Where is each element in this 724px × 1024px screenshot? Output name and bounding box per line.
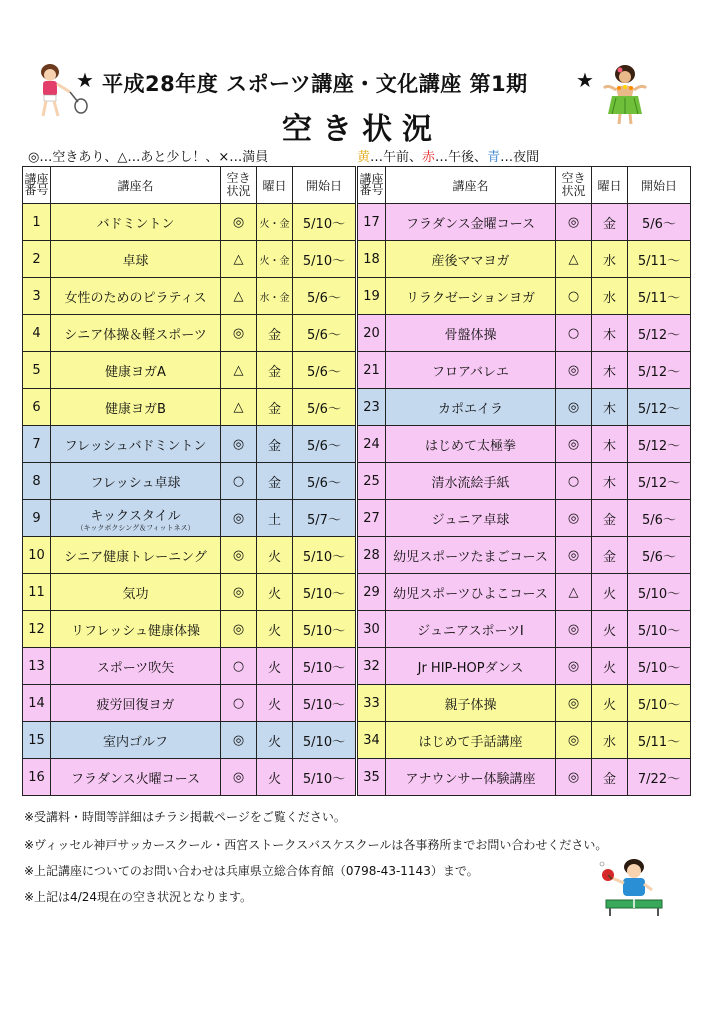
course-name-text: ジュニア卓球 [431, 512, 510, 528]
course-day: 金 [257, 463, 293, 500]
table-row [23, 463, 356, 500]
start-date: 5/12〜 [628, 315, 691, 352]
course-name [386, 241, 556, 278]
course-number: 10 [23, 537, 51, 574]
course-day: 火・金 [257, 204, 293, 241]
availability-status: ◎ [221, 722, 257, 759]
course-name [51, 278, 221, 315]
schedule-table-left [22, 166, 356, 796]
course-name-text: ジュニアスポーツⅠ [417, 623, 524, 639]
course-number: 9 [23, 500, 51, 537]
course-name-text: シニア健康トレーニング [64, 549, 207, 565]
course-day: 金 [592, 759, 628, 796]
course-number: 13 [23, 648, 51, 685]
table-row [23, 426, 356, 463]
course-name [51, 722, 221, 759]
course-day: 水 [592, 241, 628, 278]
course-number: 20 [358, 315, 386, 352]
availability-status: ◎ [221, 611, 257, 648]
start-date: 5/10〜 [293, 241, 356, 278]
start-date: 5/6〜 [293, 426, 356, 463]
course-name-text: 親子体操 [444, 697, 497, 713]
start-date: 7/22〜 [628, 759, 691, 796]
start-date: 5/10〜 [293, 574, 356, 611]
table-header-row [23, 167, 356, 204]
course-number: 12 [23, 611, 51, 648]
course-name [51, 759, 221, 796]
course-name [386, 352, 556, 389]
course-name [386, 426, 556, 463]
header-start: 開始日 [293, 167, 356, 204]
availability-status: ○ [556, 315, 592, 352]
course-name-text: フロアバレエ [432, 364, 509, 380]
availability-status: △ [221, 389, 257, 426]
availability-status: △ [556, 241, 592, 278]
table-row [358, 759, 691, 796]
course-number: 25 [358, 463, 386, 500]
availability-status: ○ [556, 278, 592, 315]
course-name-text: 気功 [122, 586, 149, 602]
title-row [0, 64, 724, 100]
start-date: 5/6〜 [293, 352, 356, 389]
start-date: 5/10〜 [293, 611, 356, 648]
table-row [23, 278, 356, 315]
availability-status: ◎ [556, 500, 592, 537]
availability-status: ◎ [556, 722, 592, 759]
course-day: 木 [592, 426, 628, 463]
course-name [386, 463, 556, 500]
course-name-text: リフレッシュ健康体操 [70, 623, 201, 639]
course-day: 火 [592, 685, 628, 722]
course-name [51, 500, 221, 537]
header-day: 曜日 [257, 167, 293, 204]
course-number: 21 [358, 352, 386, 389]
course-name-text: シニア体操＆軽スポーツ [64, 327, 207, 343]
course-day: 金 [592, 500, 628, 537]
start-date: 5/6〜 [293, 389, 356, 426]
course-day: 水 [592, 278, 628, 315]
header-availability: 空き状況 [221, 167, 257, 204]
start-date: 5/10〜 [293, 648, 356, 685]
course-name [51, 389, 221, 426]
course-name [386, 759, 556, 796]
course-name [386, 722, 556, 759]
course-number: 11 [23, 574, 51, 611]
course-day: 金 [257, 389, 293, 426]
start-date: 5/11〜 [628, 241, 691, 278]
table-row [358, 722, 691, 759]
start-date: 5/6〜 [293, 315, 356, 352]
availability-status: ◎ [556, 426, 592, 463]
table-row [358, 611, 691, 648]
table-row [23, 648, 356, 685]
course-name-text: フラダンス火曜コース [71, 771, 200, 787]
availability-status: ○ [221, 648, 257, 685]
course-number: 5 [23, 352, 51, 389]
note-as-of: ※上記は4/24現在の空き状況となります。 [24, 890, 253, 904]
note-contact: ※上記講座についてのお問い合わせは兵庫県立総合体育館（0798-43-1143）まで。 [24, 864, 479, 878]
start-date: 5/12〜 [628, 426, 691, 463]
start-date: 5/11〜 [628, 722, 691, 759]
table-row [23, 759, 356, 796]
availability-status: ◎ [221, 315, 257, 352]
availability-status: ◎ [221, 537, 257, 574]
course-day: 火 [257, 574, 293, 611]
page-title: 平成28年度 スポーツ講座・文化講座 第1期 [102, 72, 528, 96]
table-row [23, 389, 356, 426]
course-name-text: リラクゼーションヨガ [406, 290, 535, 306]
course-number: 4 [23, 315, 51, 352]
start-date: 5/10〜 [293, 722, 356, 759]
start-date: 5/10〜 [628, 685, 691, 722]
availability-status: △ [221, 241, 257, 278]
course-number: 2 [23, 241, 51, 278]
course-name-text: アナウンサー体験講座 [405, 771, 536, 787]
course-number: 14 [23, 685, 51, 722]
page-subtitle: 空き状況 [282, 112, 442, 147]
table-row [23, 315, 356, 352]
course-name [51, 537, 221, 574]
legend-blue-mark: 青 [487, 150, 501, 165]
header-availability: 空き状況 [556, 167, 592, 204]
course-name-text: 卓球 [122, 253, 149, 269]
course-number: 30 [358, 611, 386, 648]
legend-yellow-mark: 黄 [357, 150, 371, 165]
course-name-text: フレッシュ卓球 [90, 475, 181, 491]
availability-status: ◎ [556, 648, 592, 685]
table-row [358, 685, 691, 722]
course-day: 火 [257, 722, 293, 759]
course-name [386, 204, 556, 241]
course-name [51, 241, 221, 278]
course-name [386, 500, 556, 537]
course-day: 火 [592, 574, 628, 611]
table-row [23, 722, 356, 759]
course-number: 7 [23, 426, 51, 463]
header-name: 講座名 [386, 167, 556, 204]
course-day: 火 [592, 611, 628, 648]
legend-availability: ◎…空きあり、△…あと少し！、×…満員 [28, 150, 269, 165]
course-name-text: 幼児スポーツひよこコース [393, 586, 548, 602]
course-name [386, 611, 556, 648]
legend-yellow-text: …午前、 [370, 150, 423, 165]
course-day: 火 [592, 648, 628, 685]
start-date: 5/10〜 [628, 574, 691, 611]
availability-status: ◎ [221, 204, 257, 241]
course-name-text: 室内ゴルフ [102, 734, 168, 750]
table-row [358, 648, 691, 685]
table-row [23, 685, 356, 722]
start-date: 5/10〜 [293, 759, 356, 796]
course-day: 火 [257, 611, 293, 648]
course-number: 1 [23, 204, 51, 241]
course-subtitle: （キックボクシング＆フィットネス） [76, 523, 195, 532]
availability-status: ○ [221, 685, 257, 722]
course-number: 27 [358, 500, 386, 537]
availability-status: ○ [221, 463, 257, 500]
course-day: 金 [592, 537, 628, 574]
availability-status: ◎ [221, 574, 257, 611]
course-day: 火・金 [257, 241, 293, 278]
course-number: 32 [358, 648, 386, 685]
course-number: 8 [23, 463, 51, 500]
course-name-text: 疲労回復ヨガ [96, 697, 175, 713]
course-day: 木 [592, 315, 628, 352]
course-number: 29 [358, 574, 386, 611]
availability-status: ◎ [221, 426, 257, 463]
start-date: 5/10〜 [293, 537, 356, 574]
availability-status: △ [221, 352, 257, 389]
course-name-text: スポーツ吹矢 [96, 660, 175, 676]
course-day: 土 [257, 500, 293, 537]
course-name-text: はじめて太極拳 [424, 438, 516, 454]
header-number: 講座番号 [358, 167, 386, 204]
course-number: 17 [358, 204, 386, 241]
start-date: 5/12〜 [628, 389, 691, 426]
course-name [51, 426, 221, 463]
table-row [23, 352, 356, 389]
availability-status: △ [221, 278, 257, 315]
course-day: 木 [592, 463, 628, 500]
course-number: 15 [23, 722, 51, 759]
course-name [51, 204, 221, 241]
availability-status: ◎ [221, 759, 257, 796]
course-number: 6 [23, 389, 51, 426]
course-day: 金 [592, 204, 628, 241]
course-name-text: バドミントン [96, 216, 175, 232]
course-day: 火 [257, 648, 293, 685]
start-date: 5/11〜 [628, 278, 691, 315]
course-number: 16 [23, 759, 51, 796]
table-row [358, 537, 691, 574]
course-name [51, 574, 221, 611]
availability-status: ◎ [556, 537, 592, 574]
note-schools: ※ヴィッセル神戸サッカースクール・西宮ストークスバスケスクールは各事務所までお問い合わせください。 [24, 838, 608, 852]
start-date: 5/10〜 [628, 648, 691, 685]
start-date: 5/6〜 [628, 204, 691, 241]
course-name-text: 骨盤体操 [444, 327, 497, 343]
course-name [51, 463, 221, 500]
legend-red-text: …午後、 [435, 150, 488, 165]
course-name [386, 574, 556, 611]
course-name-text: 産後ママヨガ [431, 253, 510, 269]
start-date: 5/6〜 [293, 463, 356, 500]
table-row [23, 500, 356, 537]
start-date: 5/6〜 [628, 500, 691, 537]
course-day: 火 [257, 537, 293, 574]
table-row [23, 574, 356, 611]
course-name-text: 健康ヨガA [105, 364, 166, 380]
course-name [386, 685, 556, 722]
table-row [358, 426, 691, 463]
start-date: 5/7〜 [293, 500, 356, 537]
course-day: 木 [592, 389, 628, 426]
course-name-text: 女性のためのピラティス [64, 290, 207, 306]
header-start: 開始日 [628, 167, 691, 204]
course-name-text: 幼児スポーツたまごコース [393, 549, 548, 565]
course-name-text: はじめて手話講座 [418, 734, 523, 750]
course-name-text: 清水流絵手紙 [431, 475, 510, 491]
start-date: 5/6〜 [293, 278, 356, 315]
course-number: 23 [358, 389, 386, 426]
course-name-text: フラダンス金曜コース [406, 216, 535, 232]
course-name [51, 611, 221, 648]
table-row [23, 611, 356, 648]
course-name-text: 健康ヨガB [105, 401, 166, 417]
table-row [358, 204, 691, 241]
star-icon: ★ [576, 68, 594, 92]
availability-status: ◎ [556, 685, 592, 722]
availability-status: ○ [556, 463, 592, 500]
legend-blue-text: …夜間 [500, 150, 540, 165]
course-day: 水・金 [257, 278, 293, 315]
course-number: 24 [358, 426, 386, 463]
start-date: 5/12〜 [628, 463, 691, 500]
course-day: 金 [257, 315, 293, 352]
availability-status: ◎ [556, 389, 592, 426]
table-row [358, 389, 691, 426]
availability-status: ◎ [556, 611, 592, 648]
course-day: 金 [257, 352, 293, 389]
course-name [51, 315, 221, 352]
course-name [51, 352, 221, 389]
course-name-text: Jr HIP-HOPダンス [417, 660, 524, 676]
course-name [51, 685, 221, 722]
course-day: 金 [257, 426, 293, 463]
availability-status: △ [556, 574, 592, 611]
availability-status: ◎ [221, 500, 257, 537]
course-number: 33 [358, 685, 386, 722]
course-day: 火 [257, 759, 293, 796]
course-number: 34 [358, 722, 386, 759]
course-name [386, 648, 556, 685]
start-date: 5/6〜 [628, 537, 691, 574]
availability-status: ◎ [556, 352, 592, 389]
table-row [358, 574, 691, 611]
course-name [386, 537, 556, 574]
legend-time-colors [357, 146, 539, 165]
course-name-text: カポエイラ [437, 401, 503, 417]
header-name: 講座名 [51, 167, 221, 204]
table-tennis-player-icon [596, 856, 666, 918]
course-name [386, 278, 556, 315]
availability-status: ◎ [556, 759, 592, 796]
course-name-text: フレッシュバドミントン [64, 438, 207, 454]
start-date: 5/12〜 [628, 352, 691, 389]
course-number: 19 [358, 278, 386, 315]
course-day: 火 [257, 685, 293, 722]
note-fees: ※受講料・時間等詳細はチラシ掲載ページをご覧ください。 [24, 810, 346, 824]
course-day: 木 [592, 352, 628, 389]
table-row [358, 352, 691, 389]
table-row [358, 278, 691, 315]
course-number: 3 [23, 278, 51, 315]
course-name [51, 648, 221, 685]
start-date: 5/10〜 [628, 611, 691, 648]
header-number: 講座番号 [23, 167, 51, 204]
course-name [386, 389, 556, 426]
table-row [358, 241, 691, 278]
course-number: 35 [358, 759, 386, 796]
start-date: 5/10〜 [293, 685, 356, 722]
table-row [358, 315, 691, 352]
table-row [23, 204, 356, 241]
course-name-text: キックスタイル [90, 508, 181, 524]
legend-red-mark: 赤 [422, 150, 436, 165]
table-row [358, 500, 691, 537]
schedule-table-right [357, 166, 691, 796]
star-icon: ★ [76, 68, 94, 92]
table-header-row [358, 167, 691, 204]
header-day: 曜日 [592, 167, 628, 204]
course-number: 18 [358, 241, 386, 278]
table-row [23, 537, 356, 574]
course-name [386, 315, 556, 352]
course-number: 28 [358, 537, 386, 574]
availability-status: ◎ [556, 204, 592, 241]
course-day: 水 [592, 722, 628, 759]
table-row [358, 463, 691, 500]
start-date: 5/10〜 [293, 204, 356, 241]
table-row [23, 241, 356, 278]
